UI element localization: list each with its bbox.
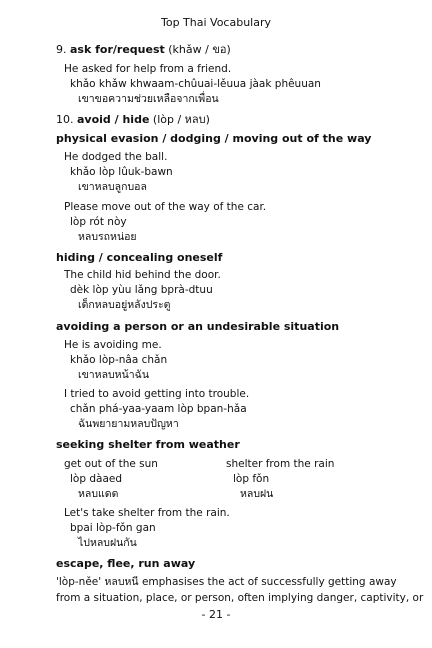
example-english: shelter from the rain [226,458,335,470]
entry-term: avoid / hide [77,113,150,126]
example-thai: เขาหลบลูกบอล [78,181,147,193]
example-english: get out of the sun [64,458,158,470]
section-heading-hiding: hiding / concealing oneself [56,251,223,264]
page-header-title: Top Thai Vocabulary [160,16,272,29]
example-romanization: lòp dàaed [70,473,123,485]
entry-heading-10 [56,113,210,126]
entry-translit: (khǎw / ขอ) [168,43,231,56]
example-english: I tried to avoid getting into trouble. [64,388,250,400]
example-romanization: chǎn phá-yaa-yaam lòp bpan-hǎa [70,403,247,415]
section-heading-shelter: seeking shelter from weather [56,438,240,451]
example-thai: หลบฝน [240,488,274,500]
example-thai: เด็กหลบอยู่หลังประตู [78,299,171,311]
entry-translit: (lòp / หลบ) [152,113,210,126]
example-thai: ไปหลบฝนกัน [78,537,137,549]
section-heading-physical: physical evasion / dodging / moving out of the way [56,132,372,145]
entry-heading-9 [56,43,231,56]
entry-term: ask for/request [70,43,165,56]
entry-number: 10. [56,113,74,126]
example-english: He is avoiding me. [64,339,162,351]
example-thai: เขาขอความช่วยเหลือจากเพื่อน [78,93,219,105]
example-romanization: khǎo khǎw khwaam-chûuai-lěuua jàak phêuuan [70,78,321,90]
example-thai: เขาหลบหน้าฉัน [78,369,150,381]
example-romanization: dèk lòp yùu lǎng bprà-dtuu [70,284,213,296]
section-heading-escape: escape, flee, run away [56,557,196,570]
example-english: He asked for help from a friend. [64,63,232,75]
example-romanization: khǎo lòp lûuk-bawn [70,166,173,178]
example-thai: หลบรถหน่อย [78,231,137,243]
example-english: Please move out of the way of the car. [64,201,267,213]
example-romanization: bpai lòp-fǒn gan [70,522,156,534]
paragraph-line: 'lòp-něe' หลบหนี emphasises the act of successfully getting away [56,576,397,588]
example-romanization: lòp rót nòy [70,216,127,228]
example-english: The child hid behind the door. [64,269,221,281]
example-english: Let's take shelter from the rain. [64,507,230,519]
example-english: He dodged the ball. [64,151,168,163]
example-thai: ฉันพยายามหลบปัญหา [78,418,179,430]
example-romanization: lòp fǒn [233,473,270,485]
entry-number: 9. [56,43,67,56]
example-romanization: khǎo lòp-nâa chǎn [70,354,168,366]
section-heading-avoiding: avoiding a person or an undesirable situation [56,320,340,333]
paragraph-line: from a situation, place, or person, often implying danger, captivity, or [56,592,424,604]
example-thai: หลบแดด [78,488,119,500]
page-number: - 21 - [201,608,231,621]
